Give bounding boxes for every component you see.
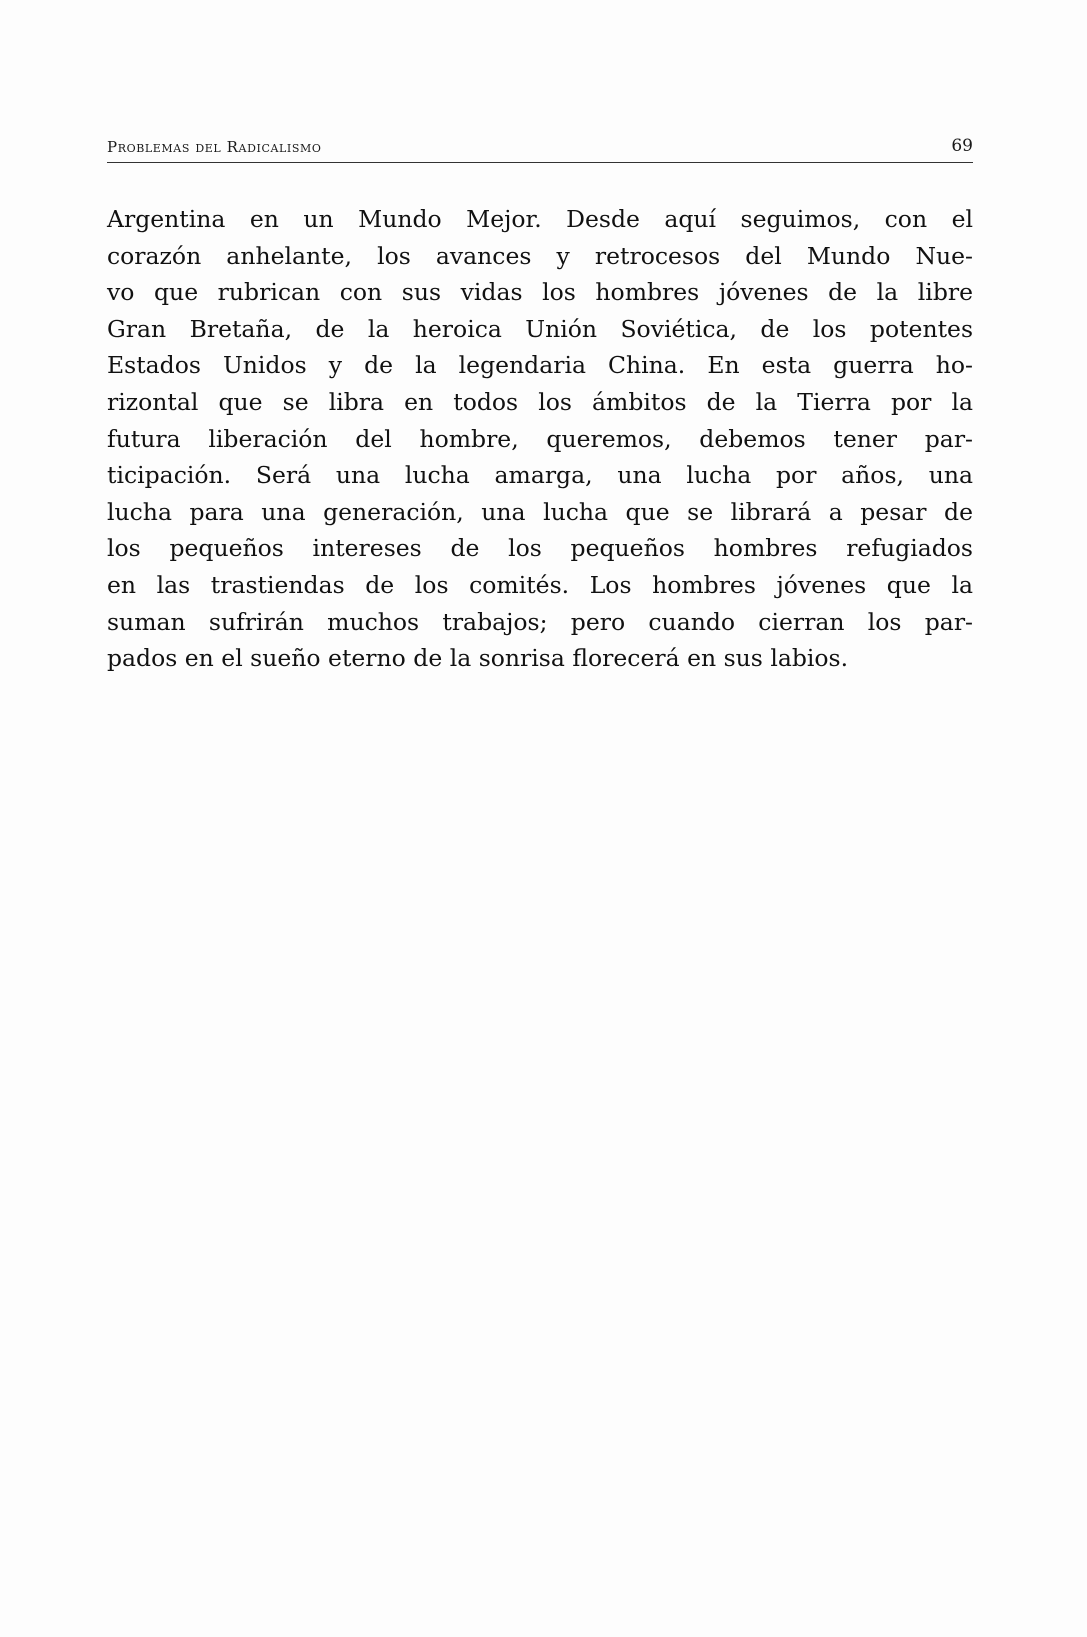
text-line: rizontal que se libra en todos los ámbitos de la Tierra por la xyxy=(107,387,973,416)
text-line: corazón anhelante, los avances y retrocesos del Mundo Nue- xyxy=(107,241,973,270)
text-line: pados en el sueño eterno de la sonrisa florecerá en sus labios. xyxy=(107,644,849,673)
text-line: suman sufrirán muchos trabajos; pero cuando cierran los par- xyxy=(107,607,973,636)
text-line: vo que rubrican con sus vidas los hombres jóvenes de la libre xyxy=(107,278,973,307)
text-line: en las trastiendas de los comités. Los hombres jóvenes que la xyxy=(107,570,973,599)
text-line: Gran Bretaña, de la heroica Unión Soviética, de los potentes xyxy=(107,314,973,343)
running-header xyxy=(107,136,973,163)
page-number: 69 xyxy=(951,136,973,156)
text-line: futura liberación del hombre, queremos, debemos tener par- xyxy=(107,424,973,453)
text-line: Estados Unidos y de la legendaria China. En esta guerra ho- xyxy=(107,351,973,380)
text-line: Argentina en un Mundo Mejor. Desde aquí seguimos, con el xyxy=(107,205,973,233)
text-line: lucha para una generación, una lucha que se librará a pesar de xyxy=(107,497,973,526)
text-line: los pequeños intereses de los pequeños hombres refugiados xyxy=(107,534,973,563)
text-line: ticipación. Será una lucha amarga, una lucha por años, una xyxy=(107,461,973,490)
body-paragraph xyxy=(107,201,973,677)
running-title: Problemas del Radicalismo xyxy=(107,138,322,156)
